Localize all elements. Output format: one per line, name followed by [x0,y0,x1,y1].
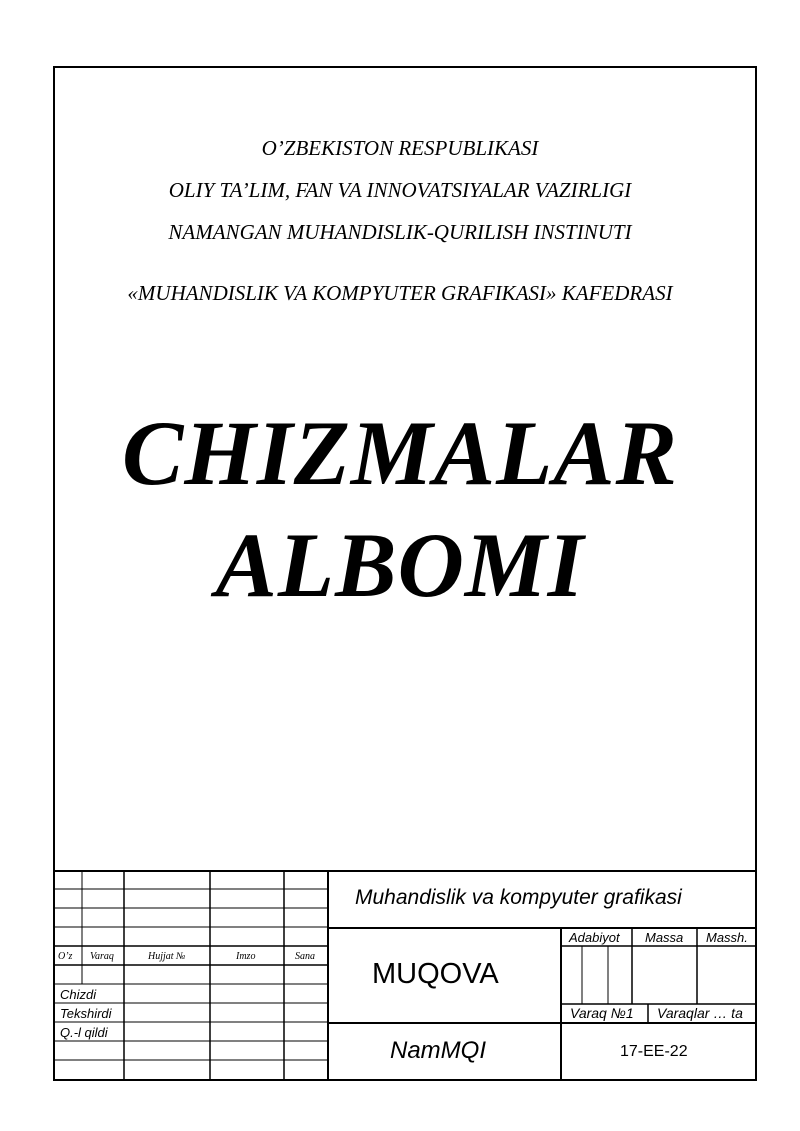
sheet-number: Varaq №1 [570,1005,634,1021]
massh-label: Massh. [706,930,748,945]
massa-label: Massa [645,930,684,945]
title-line-2: ALBOMI [215,514,585,616]
col-hujjat: Hujjat № [148,951,186,962]
title-line-1: CHIZMALAR [121,402,678,504]
sheet-count: Varaqlar … ta [657,1005,743,1021]
organization-name: NamMQI [390,1037,486,1064]
header-line-4: «MUHANDISLIK VA KOMPYUTER GRAFIKASI» KAFEDRASI [127,281,673,305]
col-sana: Sana [295,951,315,962]
header-line-3: NAMANGAN MUHANDISLIK-QURILISH INSTINUTI [168,220,632,244]
adabiyot-label: Adabiyot [569,930,620,945]
header-line-2: OLIY TA’LIM, FAN VA INNOVATSIYALAR VAZIRLIGI [168,178,632,202]
header-line-1: O’ZBEKISTON RESPUBLIKASI [261,136,539,160]
col-varaq: Varaq [90,951,114,962]
col-imzo: Imzo [236,951,256,962]
col-oz: O’z [58,951,73,962]
subject-name: Muhandislik va kompyuter grafikasi [355,886,682,909]
role-qildi: Q.-l qildi [60,1025,108,1040]
document-code: 17-EE-22 [620,1043,688,1060]
role-chizdi: Chizdi [60,987,97,1002]
sheet-name: MUQOVA [372,958,499,990]
role-tekshirdi: Tekshirdi [60,1006,112,1021]
